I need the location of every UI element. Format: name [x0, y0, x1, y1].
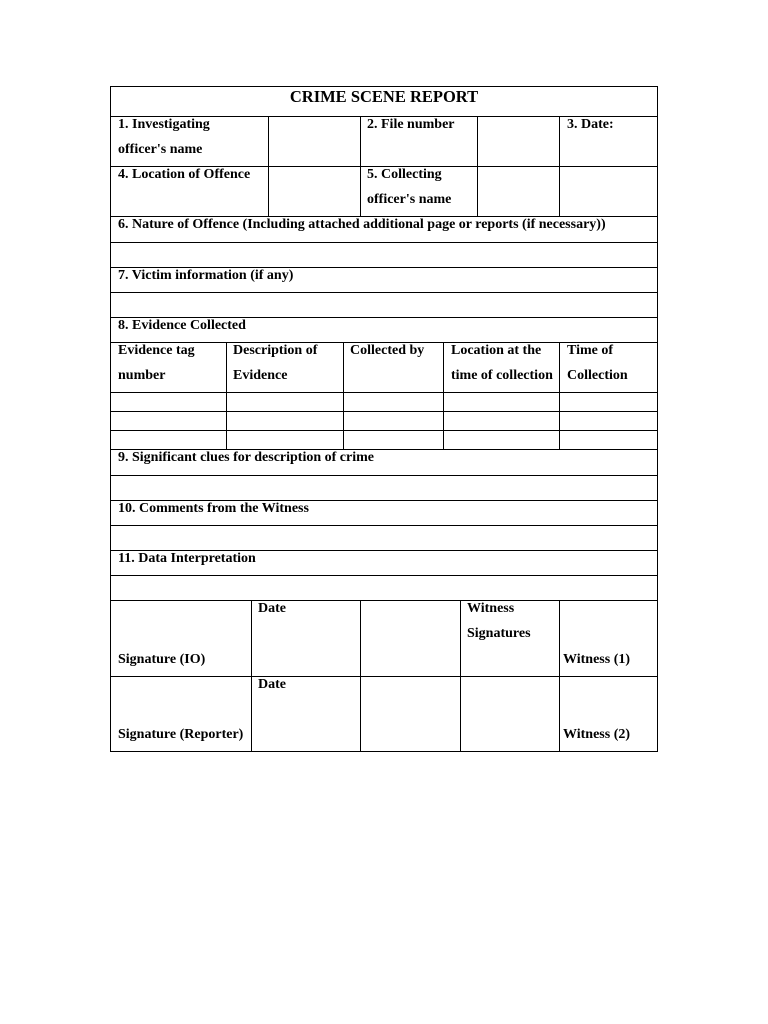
collecting-officer-field[interactable] — [478, 167, 559, 216]
significant-clues-label: 9. Significant clues for description of crime — [118, 450, 374, 465]
location-header-line2: time of collection — [451, 368, 553, 383]
witness-1-label: Witness (1) — [563, 652, 631, 667]
file-number-field[interactable] — [478, 117, 559, 166]
evidence-tag-header-line2: number — [118, 368, 166, 383]
location-of-offence-field[interactable] — [269, 167, 360, 216]
date-label-reporter: Date — [258, 677, 286, 692]
date-field-io[interactable] — [361, 601, 460, 676]
evidence-table-row[interactable] — [111, 393, 657, 411]
data-interpretation-label: 11. Data Interpretation — [118, 551, 256, 566]
description-header-line1: Description of — [233, 343, 318, 358]
evidence-tag-header-line1: Evidence tag — [118, 343, 195, 358]
report-title: CRIME SCENE REPORT — [289, 87, 479, 106]
investigating-officer-label-line2: officer's name — [118, 142, 203, 157]
collecting-officer-label-line1: 5. Collecting — [367, 167, 442, 182]
signature-io-label: Signature (IO) — [118, 652, 206, 667]
collected-by-header: Collected by — [350, 343, 425, 358]
crime-scene-report-form — [110, 86, 658, 752]
witness-signatures-label-line1: Witness — [467, 601, 515, 616]
time-header-line1: Time of — [567, 343, 614, 358]
signature-reporter-label: Signature (Reporter) — [118, 727, 244, 742]
nature-of-offence-label: 6. Nature of Offence (Including attached additional page or reports (if necessary)) — [118, 217, 606, 232]
description-header-line2: Evidence — [233, 368, 288, 383]
investigating-officer-field[interactable] — [269, 117, 360, 166]
witness-2-label: Witness (2) — [563, 727, 631, 742]
witness-signature-field[interactable] — [461, 677, 559, 751]
file-number-label: 2. File number — [367, 117, 455, 132]
data-interpretation-field[interactable] — [111, 576, 657, 600]
date-field-reporter[interactable] — [361, 677, 460, 751]
collecting-officer-label-line2: officer's name — [367, 192, 452, 207]
date-label: 3. Date: — [567, 117, 614, 132]
date-label-io: Date — [258, 601, 286, 616]
date-field[interactable] — [560, 167, 657, 216]
location-header-line1: Location at the — [451, 343, 542, 358]
location-of-offence-label: 4. Location of Offence — [118, 167, 251, 182]
evidence-table-row[interactable] — [111, 412, 657, 430]
witness-signatures-label-line2: Signatures — [467, 626, 531, 641]
time-header-line2: Collection — [567, 368, 628, 383]
investigating-officer-label-line1: 1. Investigating — [118, 117, 210, 132]
evidence-collected-label: 8. Evidence Collected — [118, 318, 246, 333]
victim-information-label: 7. Victim information (if any) — [118, 268, 294, 283]
witness-comments-label: 10. Comments from the Witness — [118, 501, 309, 516]
